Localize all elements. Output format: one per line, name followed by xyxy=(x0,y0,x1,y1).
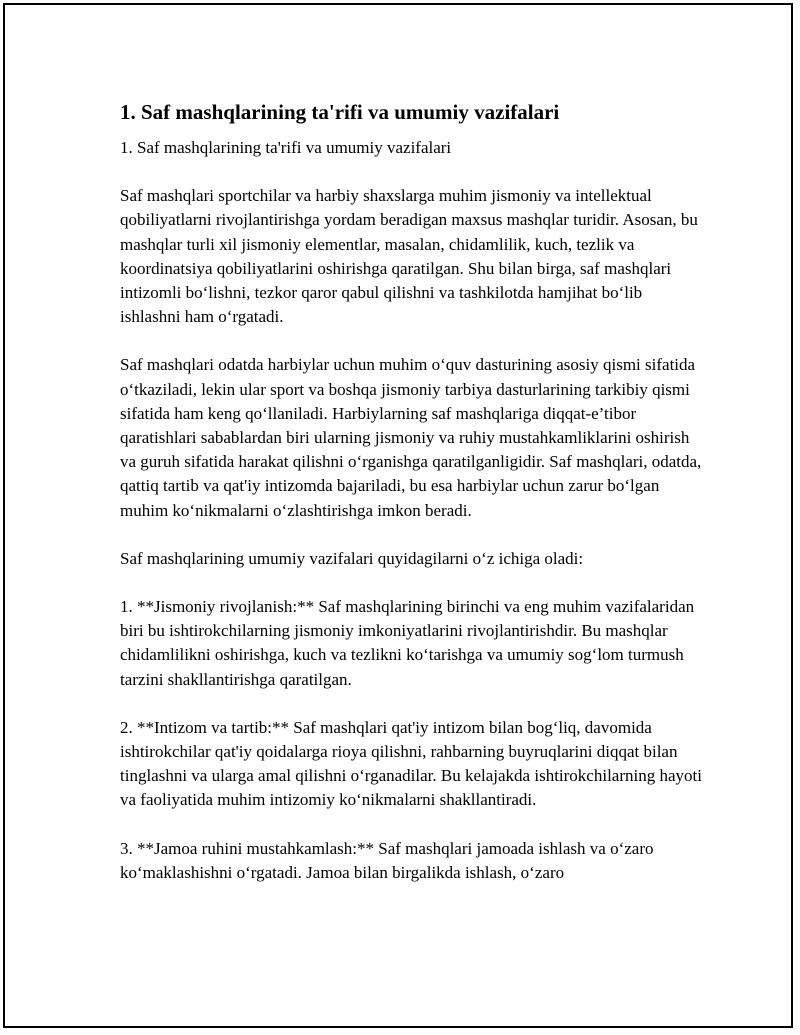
paragraph-tasks-lead: Saf mashqlarining umumiy vazifalari quyidagilarni o‘z ichiga oladi: xyxy=(120,548,584,568)
document-heading: 1. Saf mashqlarining ta'rifi va umumiy vazifalari xyxy=(120,100,560,124)
paragraph-subtitle: 1. Saf mashqlarining ta'rifi va umumiy vazifalari xyxy=(120,138,452,157)
paragraph-military: Saf mashqlari odatda harbiylar uchun muhim o‘quv dasturining asosiy qismi sifatida o‘tkaziladi, lekin ular sport va boshqa jismoniy tarbiya dasturlarining tarkibiy qismi sifatida ham keng qo‘llaniladi. Harbiylarning saf mashqlariga diqqat-e’tibor qaratishlari sabablardan biri ularning jismoniy va ruhiy mustahkamliklarini oshirish va guruh sifatida harakat qilishni o‘rganishga qaratilganligidir. Saf mashqlari, odatda, qattiq tartib va qat'iy intizomda bajariladi, bu esa harbiylar uchun zarur bo‘lgan muhim ko‘nikmalarni o‘zlashtirishga imkon beradi. xyxy=(120,355,702,520)
list-item-physical: 1. **Jismoniy rivojlanish:** Saf mashqlarining birinchi va eng muhim vazifalaridan biri bu ishtirokchilarning jismoniy imkoniyatlarini rivojlantirishdir. Bu mashqlar chidamlilikni oshirishga, kuch va tezlikni ko‘tarishga va umumiy sog‘lom turmush tarzini shakllantirishga qaratilgan. xyxy=(120,597,695,689)
document-body xyxy=(120,98,705,909)
list-item-team-spirit: 3. **Jamoa ruhini mustahkamlash:** Saf mashqlari jamoada ishlash va o‘zaro ko‘maklashishni o‘rgatadi. Jamoa bilan birgalikda ishlash, o‘zaro xyxy=(120,838,654,882)
document-page xyxy=(3,3,793,1028)
list-item-discipline: 2. **Intizom va tartib:** Saf mashqlari qat'iy intizom bilan bog‘liq, davomida ishtirokchilar qat'iy qoidalarga rioya qilishni, rahbarning buyruqlarini diqqat bilan tinglashni va ularga amal qilishni o‘rganadilar. Bu kelajakda ishtirokchilarning hayoti va faoliyatida muhim intizomiy ko‘nikmalarni shakllantiradi. xyxy=(120,717,702,810)
paragraph-intro: Saf mashqlari sportchilar va harbiy shaxslarga muhim jismoniy va intellektual qobiliyatlarni rivojlantirishga yordam beradigan maxsus mashqlar turidir. Asosan, bu mashqlar turli xil jismoniy elementlar, masalan, chidamlilik, kuch, tezlik va koordinatsiya qobiliyatlarini oshirishga qaratilgan. Shu bilan birga, saf mashqlari intizomli bo‘lishni, tezkor qaror qabul qilishni va tashkilotda hamjihat bo‘lib ishlashni ham o‘rgatadi. xyxy=(120,186,698,327)
